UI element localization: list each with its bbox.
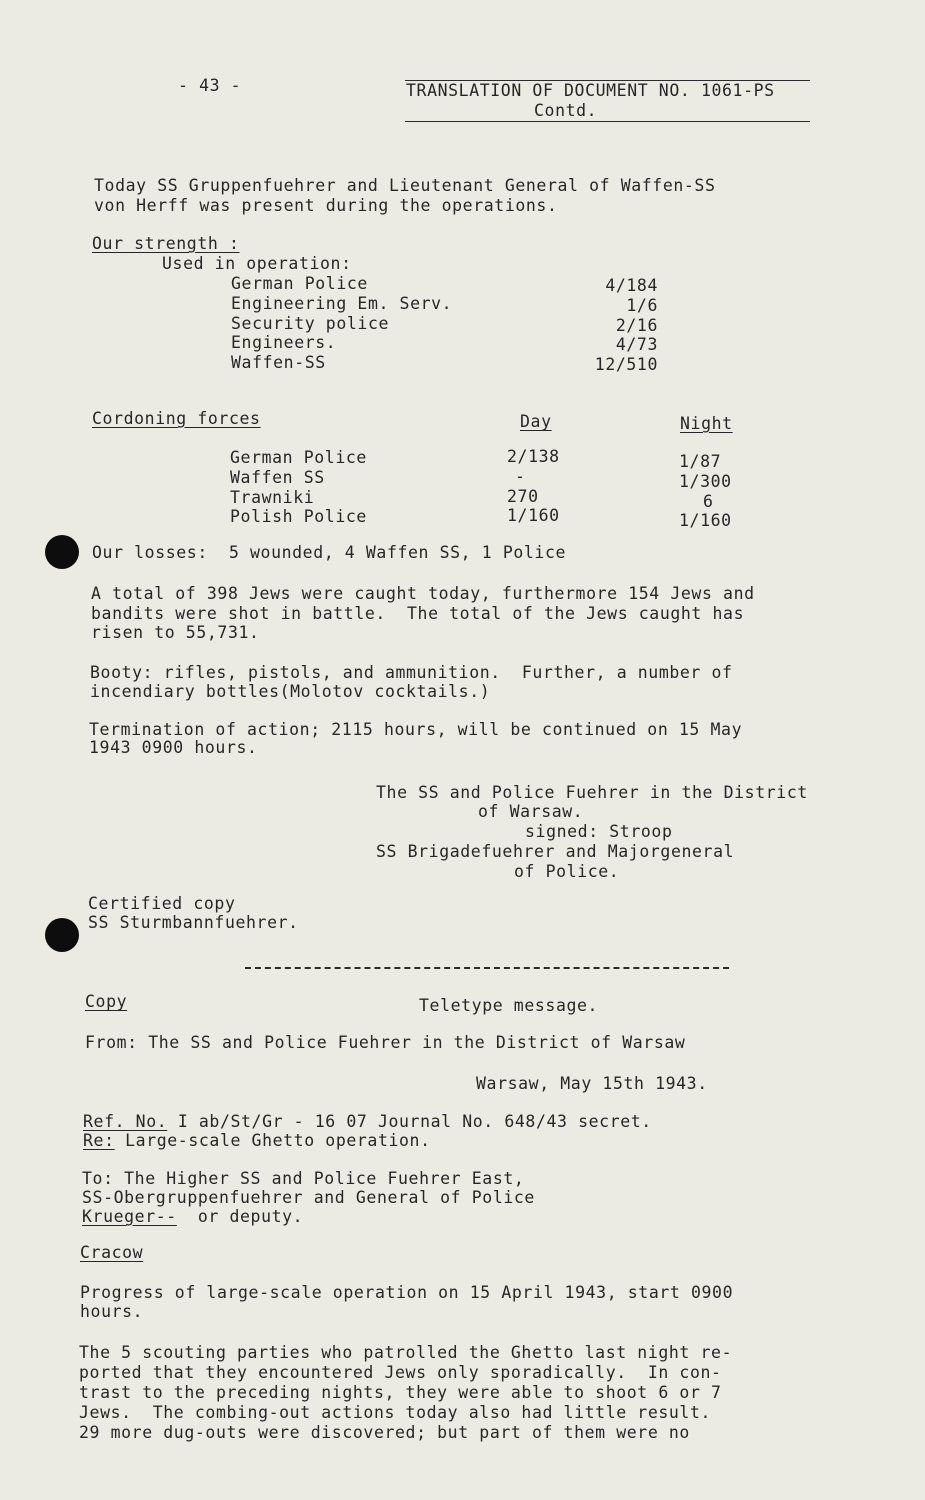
strength-value: 4/184 — [605, 276, 658, 295]
signature-line-2: of Warsaw. — [478, 802, 584, 821]
cordoning-units — [230, 448, 367, 527]
city-line: Cracow — [80, 1243, 144, 1262]
termination-line-2: 1943 0900 hours. — [89, 738, 258, 757]
intro-line-2: von Herff was present during the operations. — [94, 196, 558, 215]
strength-unit: Engineering Em. Serv. — [231, 293, 453, 313]
to-line-3 — [82, 1207, 303, 1226]
cordoning-heading: Cordoning forces — [92, 409, 261, 428]
strength-heading: Our strength : — [92, 234, 240, 253]
scouting-line-5: 29 more dug-outs were discovered; but part of them were no — [79, 1423, 690, 1442]
cordoning-unit: Waffen SS — [230, 467, 325, 487]
strength-value: 4/73 — [615, 335, 658, 355]
strength-values — [580, 276, 658, 375]
reference-label: Ref. No. — [83, 1112, 168, 1131]
booty-line-2: incendiary bottles(Molotov cocktails.) — [90, 682, 491, 701]
strength-value: 1/6 — [626, 295, 658, 315]
date-line: Warsaw, May 15th 1943. — [476, 1074, 708, 1093]
to-line-2: SS-Obergruppenfuehrer and General of Police — [82, 1188, 535, 1207]
cordoning-day-value: - — [515, 466, 526, 486]
progress-line-2: hours. — [80, 1302, 144, 1321]
cordoning-night-value: 6 — [703, 491, 714, 511]
cordoning-night-value: 1/300 — [679, 471, 732, 491]
strength-value: 12/510 — [594, 355, 658, 375]
signature-line-5: of Police. — [514, 862, 620, 881]
punch-hole-bottom — [45, 918, 79, 952]
cordoning-unit: Trawniki — [230, 487, 315, 507]
to-line-1: To: The Higher SS and Police Fuehrer East, — [82, 1169, 525, 1188]
strength-unit: German Police — [231, 274, 368, 293]
header-bottom-rule — [405, 121, 810, 122]
caught-line-2: bandits were shot in battle. The total of the Jews caught has — [91, 604, 745, 623]
losses-line: Our losses: 5 wounded, 4 Waffen SS, 1 Police — [92, 543, 567, 562]
copy-label: Copy — [85, 992, 128, 1011]
certified-line-2: SS Sturmbannfuehrer. — [88, 913, 299, 932]
reference-line — [83, 1112, 652, 1131]
from-line: From: The SS and Police Fuehrer in the District of Warsaw — [85, 1033, 686, 1052]
scouting-line-1: The 5 scouting parties who patrolled the Ghetto last night re- — [79, 1343, 733, 1362]
strength-unit: Engineers. — [231, 333, 337, 353]
booty-line-1: Booty: rifles, pistols, and ammunition. Further, a number of — [90, 663, 733, 682]
punch-hole-top — [45, 535, 79, 569]
strength-value: 2/16 — [615, 315, 658, 335]
regarding-value: Large-scale Ghetto operation. — [114, 1131, 431, 1150]
termination-line-1: Termination of action; 2115 hours, will be continued on 15 May — [89, 720, 743, 739]
page-number: - 43 - — [178, 76, 242, 95]
signature-line-1: The SS and Police Fuehrer in the District — [376, 783, 808, 802]
strength-unit: Waffen-SS — [231, 353, 326, 373]
night-column-label: Night — [680, 414, 733, 433]
intro-line-1: Today SS Gruppenfuehrer and Lieutenant General of Waffen-SS — [94, 176, 716, 195]
document-title: TRANSLATION OF DOCUMENT NO. 1061-PS — [406, 81, 775, 100]
cordoning-night-value: 1/87 — [679, 452, 722, 471]
strength-units — [231, 274, 452, 373]
progress-line-1: Progress of large-scale operation on 15 April 1943, start 0900 — [80, 1283, 734, 1302]
regarding-label: Re: — [83, 1131, 115, 1150]
caught-line-3: risen to 55,731. — [91, 623, 260, 642]
scouting-line-3: trast to the preceding nights, they were able to shoot 6 or 7 — [79, 1383, 722, 1402]
document-subtitle: Contd. — [534, 101, 598, 120]
caught-line-1: A total of 398 Jews were caught today, furthermore 154 Jews and — [91, 584, 755, 603]
recipient-rest: or deputy. — [176, 1207, 304, 1226]
cordoning-day-values — [507, 447, 560, 526]
regarding-line — [83, 1131, 431, 1150]
day-column-label: Day — [520, 412, 552, 431]
scouting-line-4: Jews. The combing-out actions today also had little result. — [79, 1403, 712, 1422]
strength-unit: Security police — [231, 313, 390, 333]
used-in-operation-label: Used in operation: — [162, 254, 352, 273]
section-separator — [245, 967, 729, 969]
cordoning-unit: German Police — [230, 448, 367, 467]
signature-line-4: SS Brigadefuehrer and Majorgeneral — [376, 842, 735, 861]
teletype-title: Teletype message. — [419, 996, 599, 1015]
cordoning-unit: Polish Police — [230, 507, 367, 527]
cordoning-day-value: 2/138 — [507, 447, 560, 466]
signature-line-3: signed: Stroop — [525, 822, 673, 841]
recipient-name: Krueger-- — [82, 1207, 177, 1226]
cordoning-day-value: 270 — [507, 486, 539, 506]
cordoning-night-value: 1/160 — [679, 511, 732, 531]
scouting-line-2: ported that they encountered Jews only sporadically. In con- — [79, 1363, 722, 1382]
cordoning-night-values — [679, 452, 732, 531]
certified-line-1: Certified copy — [88, 894, 236, 913]
reference-value: I ab/St/Gr - 16 07 Journal No. 648/43 secret. — [167, 1112, 652, 1131]
cordoning-day-value: 1/160 — [507, 506, 560, 526]
